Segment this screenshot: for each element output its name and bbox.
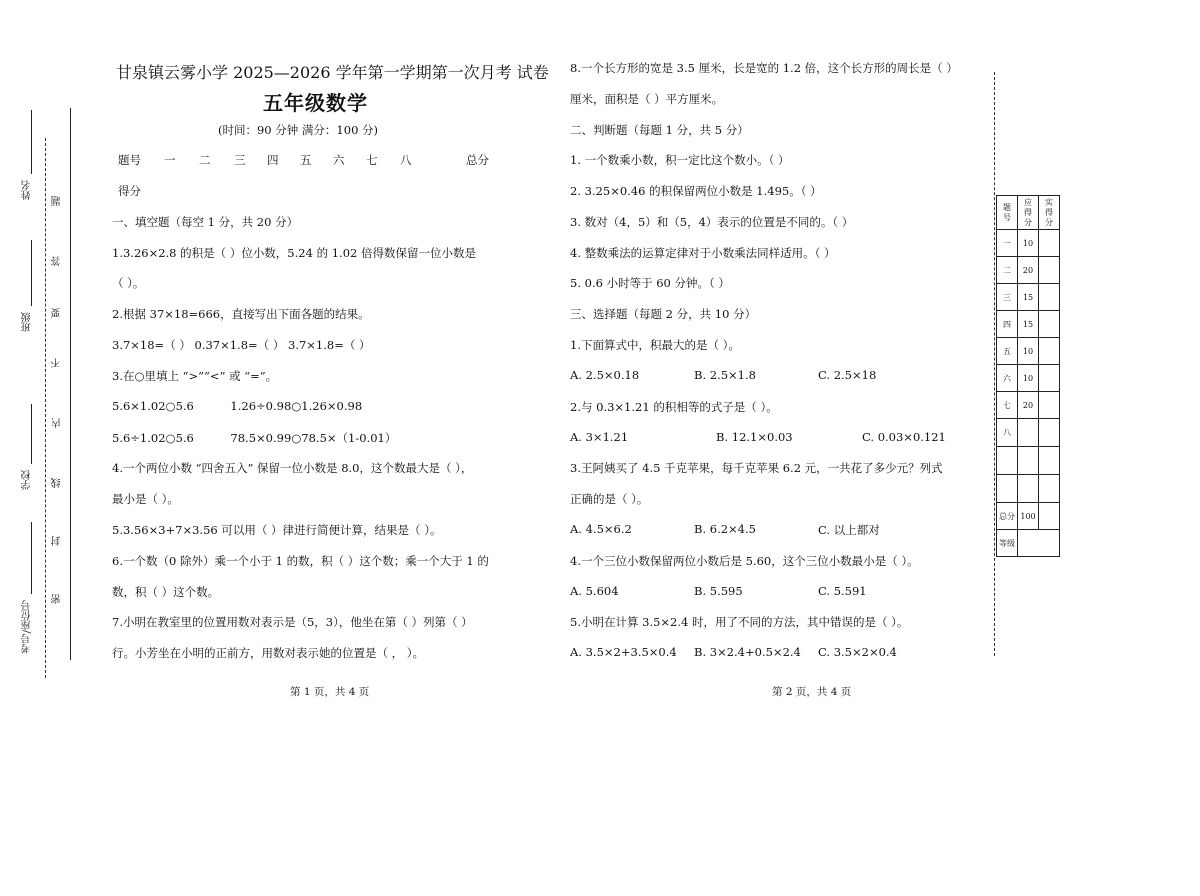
question-line: 8.一个长方形的宽是 3.5 厘米，长是宽的 1.2 倍，这个长方形的周长是（ ） — [570, 61, 958, 75]
school-label: 学校 — [22, 470, 33, 490]
seal-char: 内 — [52, 418, 63, 428]
question-line: 正确的是（ ）。 — [570, 492, 649, 506]
seat-blank[interactable] — [31, 522, 32, 594]
option-c: C. 5.591 — [818, 584, 867, 598]
section2-heading: 二、判断题（每题 1 分，共 5 分） — [570, 123, 749, 137]
header-cell: 一 — [164, 153, 176, 167]
question-line: 行。小芳坐在小明的正前方，用数对表示她的位置是（ ， ）。 — [112, 646, 425, 660]
question-line: 数，积（ ）这个数。 — [112, 585, 220, 599]
score-row-label: 三 — [997, 284, 1018, 311]
class-blank[interactable] — [31, 240, 32, 306]
question-line: 6.一个数（0 除外）乘一个小于 1 的数，积（ ）这个数；乘一个大于 1 的 — [112, 554, 489, 568]
option-a: A. 3.5×2+3.5×0.4 — [570, 645, 677, 659]
option-b: B. 3×2.4+0.5×2.4 — [694, 645, 801, 659]
score-row-actual[interactable] — [1039, 365, 1060, 392]
score-row-actual[interactable] — [1039, 311, 1060, 338]
seat-label: 考号/座位号 — [22, 600, 33, 654]
score-row-label: 八 — [997, 419, 1018, 447]
score-row-value: 20 — [1018, 392, 1039, 419]
option-c: C. 0.03×0.121 — [862, 430, 946, 444]
school-blank[interactable] — [31, 404, 32, 464]
header-cell: 二 — [199, 153, 211, 167]
question-line: 厘米，面积是（ ）平方厘米。 — [570, 92, 724, 106]
score-table-head: 题 号 — [997, 196, 1018, 230]
score-row-label — [997, 475, 1018, 503]
class-label: 班级 — [22, 312, 33, 332]
score-row-value: 100 — [1018, 503, 1039, 530]
grade-cell[interactable] — [1018, 530, 1060, 557]
seal-char: 线 — [52, 478, 63, 488]
question-line: 4. 整数乘法的运算定律对于小数乘法同样适用。（ ） — [570, 246, 836, 260]
score-table-head: 实 得 分 — [1039, 196, 1060, 230]
question-line: 1.下面算式中，积最大的是（ ）。 — [570, 338, 740, 352]
question-line: 1. 一个数乘小数，积一定比这个数小。（ ） — [570, 153, 790, 167]
seal-char: 要 — [52, 308, 63, 318]
header-cell: 四 — [267, 153, 279, 167]
option-a: A. 4.5×6.2 — [570, 522, 632, 536]
option-a: A. 3×1.21 — [570, 430, 629, 444]
option-b: B. 5.595 — [694, 584, 743, 598]
section3-heading: 三、选择题（每题 2 分，共 10 分） — [570, 307, 757, 321]
question-line: 最小是（ ）。 — [112, 492, 179, 506]
question-line: 2.根据 37×18=666，直接写出下面各题的结果。 — [112, 307, 370, 321]
question-line: 4.一个两位小数 “四舍五入” 保留一位小数是 8.0，这个数最大是（ ）， — [112, 461, 473, 475]
name-blank[interactable] — [31, 110, 32, 174]
score-row-value — [1018, 475, 1039, 503]
option-a: A. 5.604 — [570, 584, 619, 598]
question-line: 2. 3.25×0.46 的积保留两位小数是 1.495。（ ） — [570, 184, 822, 198]
score-row-value: 15 — [1018, 284, 1039, 311]
option-b: B. 2.5×1.8 — [694, 368, 756, 382]
name-label: 姓名 — [22, 180, 33, 200]
section1-heading: 一、填空题（每空 1 分，共 20 分） — [112, 215, 299, 229]
question-line: 5.6×1.02○5.6 1.26÷0.98○1.26×0.98 — [112, 399, 363, 413]
question-line: 2.与 0.3×1.21 的积相等的式子是（ ）。 — [570, 400, 778, 414]
header-cell: 五 — [300, 153, 312, 167]
score-row-actual[interactable] — [1039, 230, 1060, 257]
score-row-label: 六 — [997, 365, 1018, 392]
question-line: 1.3.26×2.8 的积是（ ）位小数，5.24 的 1.02 倍得数保留一位小数是 — [112, 246, 476, 260]
score-row-value — [1018, 419, 1039, 447]
score-row-label: 一 — [997, 230, 1018, 257]
score-row-label: 四 — [997, 311, 1018, 338]
question-line: 3.7×18=（ ） 0.37×1.8=（ ） 3.7×1.8=（ ） — [112, 338, 371, 352]
option-c: C. 3.5×2×0.4 — [818, 645, 897, 659]
score-row-value: 20 — [1018, 257, 1039, 284]
right-binding-dashed-line — [994, 72, 995, 656]
question-line: （ ）。 — [112, 276, 145, 290]
question-line: 3. 数对（4，5）和（5，4）表示的位置是不同的。（ ） — [570, 215, 854, 229]
seal-char: 封 — [52, 536, 63, 546]
binding-solid-line — [70, 108, 71, 660]
question-line: 3.在○里填上 “>”“<” 或 “=”。 — [112, 369, 278, 383]
score-row-value: 10 — [1018, 230, 1039, 257]
header-cell: 八 — [400, 153, 412, 167]
score-row-label: 二 — [997, 257, 1018, 284]
score-row-label: 七 — [997, 392, 1018, 419]
score-table — [996, 195, 1060, 557]
header-cell: 题号 — [118, 153, 141, 167]
score-row-actual[interactable] — [1039, 392, 1060, 419]
subject-title: 五年级数学 — [263, 91, 368, 115]
option-a: A. 2.5×0.18 — [570, 368, 640, 382]
score-row-actual[interactable] — [1039, 447, 1060, 475]
score-row-actual[interactable] — [1039, 338, 1060, 365]
seal-char: 答 — [52, 256, 63, 266]
exam-title: 甘泉镇云雾小学 2025—2026 学年第一学期第一次月考 试卷 — [116, 63, 549, 82]
page-number-left: 第 1 页，共 4 页 — [290, 686, 370, 698]
score-row-value: 10 — [1018, 365, 1039, 392]
score-row-actual[interactable] — [1039, 257, 1060, 284]
score-row-value: 15 — [1018, 311, 1039, 338]
question-line: 5.小明在计算 3.5×2.4 时，用了不同的方法，其中错误的是（ ）。 — [570, 615, 909, 629]
option-b: B. 12.1×0.03 — [716, 430, 793, 444]
score-row-actual[interactable] — [1039, 419, 1060, 447]
score-row-label: 总分 — [997, 503, 1018, 530]
option-c: C. 以上都对 — [818, 523, 880, 537]
score-row-value: 10 — [1018, 338, 1039, 365]
seal-char: 题 — [52, 196, 63, 206]
score-label: 得分 — [118, 184, 141, 198]
score-row-label: 等级 — [997, 530, 1018, 557]
question-line: 3.王阿姨买了 4.5 千克苹果，每千克苹果 6.2 元，一共花了多少元？列式 — [570, 461, 943, 475]
time-info: (时间：90 分钟 满分：100 分) — [218, 123, 379, 137]
score-row-label — [997, 447, 1018, 475]
page-number-right: 第 2 页，共 4 页 — [772, 686, 852, 698]
header-cell: 七 — [366, 153, 378, 167]
score-row-actual[interactable] — [1039, 284, 1060, 311]
score-table-head: 应 得 分 — [1018, 196, 1039, 230]
header-cell: 六 — [333, 153, 345, 167]
question-line: 5. 0.6 小时等于 60 分钟。（ ） — [570, 276, 730, 290]
score-row-label: 五 — [997, 338, 1018, 365]
option-b: B. 6.2×4.5 — [694, 522, 756, 536]
seal-char: 不 — [52, 358, 63, 368]
score-row-value — [1018, 447, 1039, 475]
question-line: 5.3.56×3+7×3.56 可以用（ ）律进行简便计算，结果是（ ）。 — [112, 523, 442, 537]
score-row-actual[interactable] — [1039, 503, 1060, 530]
question-line: 5.6÷1.02○5.6 78.5×0.99○78.5×（1-0.01） — [112, 431, 397, 445]
score-row-actual[interactable] — [1039, 475, 1060, 503]
header-cell: 总分 — [466, 153, 489, 167]
question-line: 7.小明在教室里的位置用数对表示是（5，3），他坐在第（ ）列第（ ） — [112, 615, 473, 629]
option-c: C. 2.5×18 — [818, 368, 877, 382]
binding-dashed-line — [45, 138, 46, 678]
header-cell: 三 — [234, 153, 246, 167]
seal-char: 密 — [52, 594, 63, 604]
question-line: 4.一个三位小数保留两位小数后是 5.60，这个三位小数最小是（ ）。 — [570, 554, 919, 568]
